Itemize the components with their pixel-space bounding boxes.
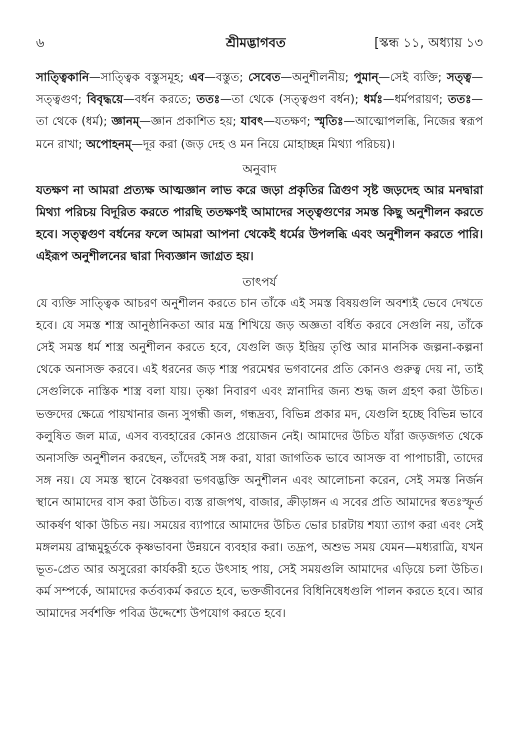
- synonym-word: ততঃ: [447, 92, 472, 107]
- synonym-meaning: তা থেকে (সত্ত্বগুণ বর্ধন);: [231, 92, 359, 107]
- synonym-word: যাবৎ: [240, 114, 264, 129]
- book-title: শ্রীমদ্ভাগবত: [226, 36, 286, 51]
- synonym-meaning: অনুশীলনীয়;: [292, 70, 349, 84]
- synonyms-section: সাত্ত্বিকানি—সাত্ত্বিক বস্তুসমূহ; এব—বস্তুত; সেবেত—অনুশীলনীয়; পুমান্—সেই ব্যক্তি; সত্ত্ব—সত্ত্বগুণ; বিবৃদ্ধয়ে—বর্ধন করতে; ততঃ—তা থেকে (সত্ত্বগুণ বর্ধন); ধর্মঃ—ধর্মপরায়ণ; ততঃ—তা থেকে (ধর্ম); জ্ঞানম্—জ্ঞান প্রকাশিত হয়; যাবৎ—যতক্ষণ; স্মৃতিঃ—আত্মোপলব্ধি, নিজের স্বরূপ মনে রাখা; অপোহনম্—দূর করা (জড় দেহ ও মন নিয়ে মোহাচ্ছন্ন মিথ্যা পরিচয়)।: [36, 70, 484, 151]
- synonym-word: সাত্ত্বিকানি: [36, 70, 89, 84]
- synonym-word: ধর্মঃ: [363, 92, 383, 107]
- translation-heading: অনুবাদ: [242, 161, 277, 176]
- page-header: [36, 34, 483, 56]
- synonym-meaning: সাত্ত্বিক বস্তুসমূহ;: [100, 70, 184, 84]
- chapter-info: [স্কন্ধ ১১, অধ্যায় ১৩: [374, 36, 483, 51]
- synonym-meaning: বর্ধন করতে;: [134, 92, 192, 107]
- translation-text: যতক্ষণ না আমরা প্রত্যক্ষ আত্মজ্ঞান লাভ করে জড়া প্রকৃতির ত্রিগুণ সৃষ্ট জড়দেহ আর মনদ্বারা মিথ্যা পরিচয় বিদূরিত করতে পারছি ততক্ষণই আমাদের সত্ত্বগুণের সমস্ত কিছু অনুশীলন করতে হবে। সত্ত্বগুণ বর্ধনের ফলে আমরা আপনা থেকেই ধর্মের উপলব্ধি এবং অনুশীলন করতে পারি। এইরূপ অনুশীলনের দ্বারা দিব্যজ্ঞান জাগ্রত হয়।: [36, 182, 483, 264]
- synonym-meaning: ধর্মপরায়ণ;: [394, 92, 443, 107]
- synonym-meaning: সত্ত্বগুণ;: [36, 92, 82, 107]
- synonym-word: স্মৃতিঃ: [314, 114, 344, 129]
- synonym-meaning: জ্ঞান প্রকাশিত হয়;: [150, 114, 237, 129]
- synonym-meaning: আত্মোপলব্ধি, নিজের স্বরূপ মনে রাখা;: [36, 114, 483, 151]
- synonym-word: সেবেত: [248, 70, 281, 84]
- synonym-meaning: বস্তুত;: [215, 70, 244, 84]
- synonym-meaning: সেই ব্যক্তি;: [390, 70, 442, 84]
- synonym-meaning: দূর করা (জড় দেহ ও মন নিয়ে মোহাচ্ছন্ন মিথ্যা পরিচয়)।: [143, 136, 396, 151]
- synonym-word: সত্ত্ব: [446, 70, 472, 84]
- page-number: ৬: [36, 36, 45, 51]
- purport-heading: তাৎপর্য: [242, 274, 277, 289]
- synonym-word: ততঃ: [196, 92, 221, 107]
- synonym-meaning: যতক্ষণ;: [274, 114, 311, 129]
- synonym-meaning: তা থেকে (ধর্ম);: [36, 114, 108, 129]
- synonym-word: জ্ঞানম্: [111, 114, 140, 129]
- purport-text: যে ব্যক্তি সাত্ত্বিক আচরণ অনুশীলন করতে চান তাঁকে এই সমস্ত বিষয়গুলি অবশ্যই ভেবে দেখতে হবে। যে সমস্ত শাস্ত্র আনুষ্ঠানিকতা আর মন্ত্র শিখিয়ে জড় অজ্ঞতা বর্ধিত করবে সেগুলি নয়, তাঁকে সেই সমস্ত ধর্ম শাস্ত্র অনুশীলন করতে হবে, যেগুলি জড় ইন্দ্রিয় তৃপ্তি আর মানসিক জল্পনা-কল্পনা থেকে অনাসক্ত করবে। এই ধরনের জড় শাস্ত্র পরমেশ্বর ভগবানের প্রতি কোনও গুরুত্ব দেয় না, তাই সেগুলিকে নাস্তিক শাস্ত্র বলা যায়। তৃষ্ণা নিবারণ এবং স্নানাদির জন্য শুদ্ধ জল গ্রহণ করা উচিত। ভক্তদের ক্ষেত্রে পায়খানার জন্য সুগন্ধী জল, গন্ধদ্রব্য, বিভিন্ন প্রকার মদ, যেগুলি হচ্ছে বিভিন্ন ভাবে কলুষিত জল মাত্র, এসব ব্যবহারের কোনও প্রয়োজন নেই। আমাদের উচিত যাঁরা জড়জগত থেকে অনাসক্তি অনুশীলন করছেন, তাঁদেরই সঙ্গ করা, যারা জাগতিক ভাবে আসক্ত বা পাপাচারী, তাদের সঙ্গ নয়। যে সমস্ত স্থানে বৈষ্ণবরা ভগবদ্ভক্তি অনুশীলন এবং আলোচনা করেন, সেই সমস্ত নির্জন স্থানে আমাদের বাস করা উচিত। ব্যস্ত রাজপথ, বাজার, ক্রীড়াঙ্গন এ সবের প্রতি আমাদের স্বতঃস্ফূর্ত আকর্ষণ থাকা উচিত নয়। সময়ের ব্যাপারে আমাদের উচিত ভোর চারটায় শয্যা ত্যাগ করা এবং সেই মঙ্গলময় ব্রাহ্মমুহূর্তকে কৃষ্ণভাবনা উন্নয়নে ব্যবহার করা। তদ্রূপ, অশুভ সময় যেমন—মধ্যরাত্রি, যখন ভূত-প্রেত আর অসুরেরা কার্যকরী হতে উৎসাহ পায়, সেই সময়গুলি আমাদের এড়িয়ে চলা উচিত। কর্ম সম্পর্কে, আমাদের কর্তব্যকর্ম করতে হবে, ভক্তজীবনের বিধিনিষেধগুলি পালন করতে হবে। আর আমাদের সর্বশক্তি পবিত্র উদ্দেশ্যে উপযোগ করতে হবে।: [36, 295, 483, 621]
- synonym-word: পুমান্: [353, 70, 379, 84]
- synonym-word: অপোহনম্: [86, 136, 132, 151]
- synonym-word: বিবৃদ্ধয়ে: [86, 92, 124, 107]
- synonym-word: এব: [188, 70, 205, 84]
